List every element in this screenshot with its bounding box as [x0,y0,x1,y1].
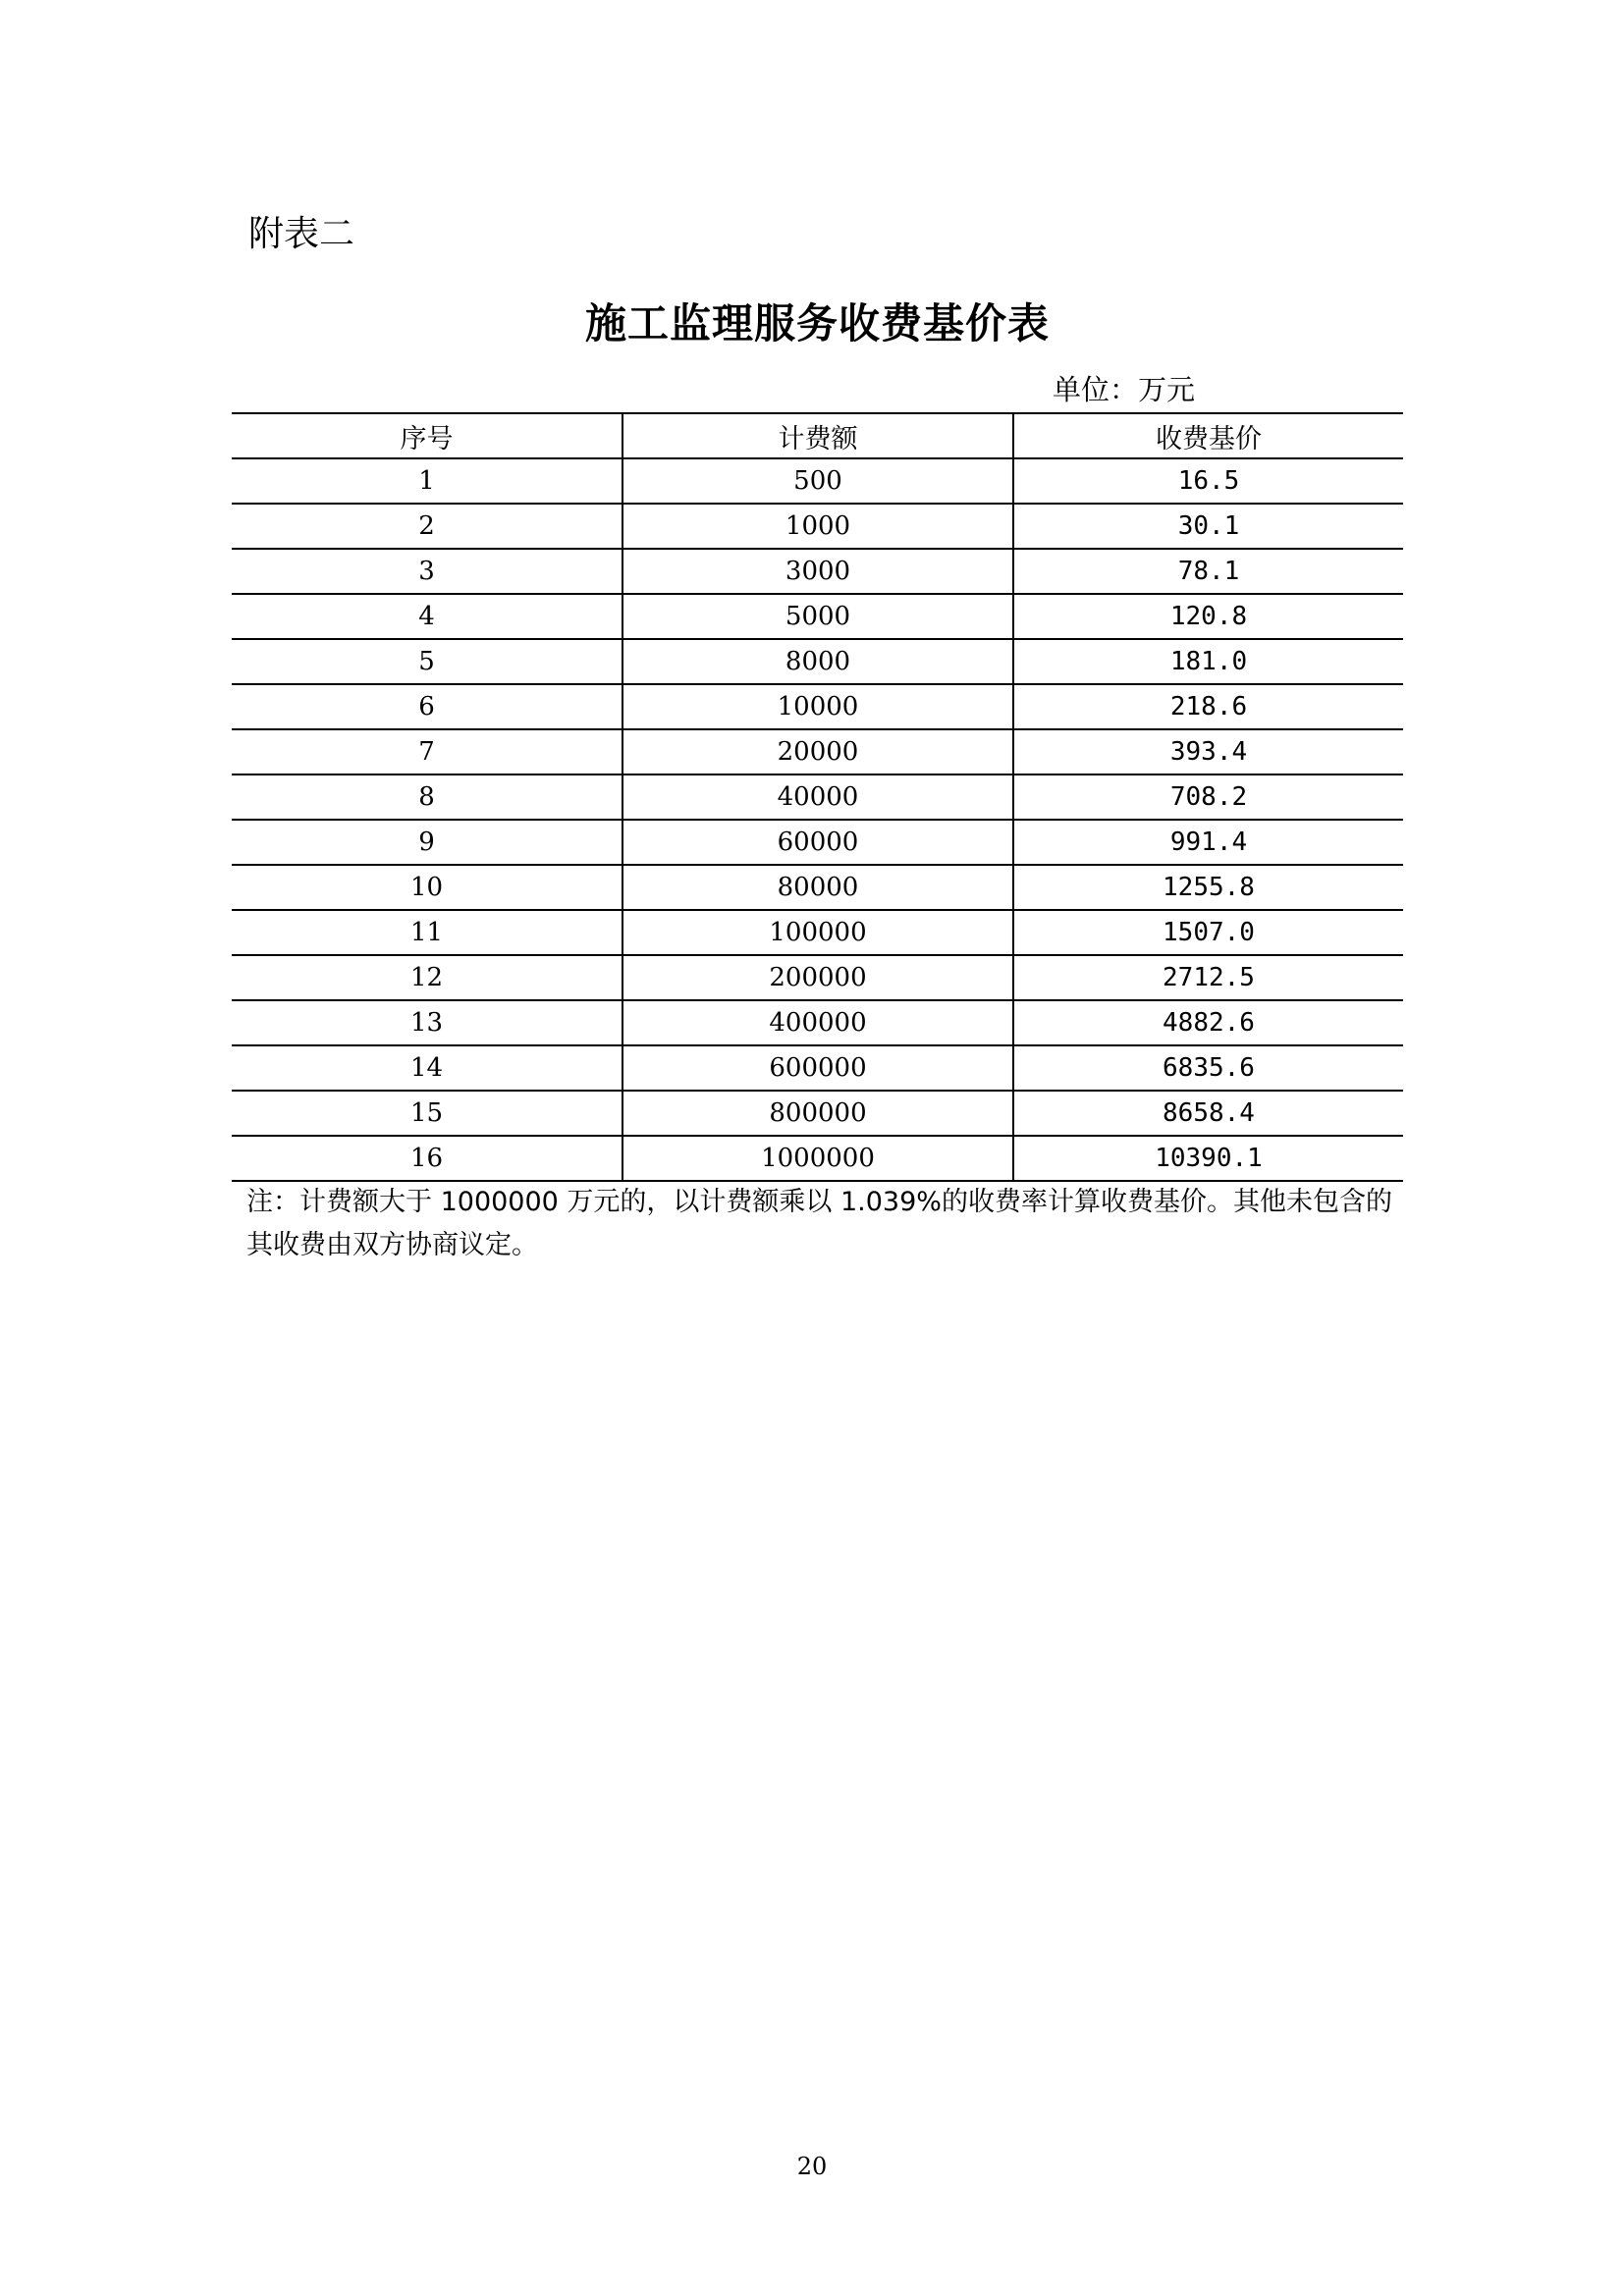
cell-base-price: 6835.6 [1013,1045,1403,1091]
cell-fee-amount: 500 [623,458,1013,504]
cell-fee-amount: 40000 [623,774,1013,820]
cell-fee-amount: 100000 [623,910,1013,955]
cell-base-price: 991.4 [1013,820,1403,865]
cell-fee-amount: 8000 [623,639,1013,684]
cell-fee-amount: 400000 [623,1000,1013,1045]
cell-fee-amount: 1000000 [623,1136,1013,1181]
cell-fee-amount: 200000 [623,955,1013,1000]
cell-base-price: 4882.6 [1013,1000,1403,1045]
table-row [232,1000,1403,1045]
cell-index: 10 [232,865,623,910]
table-row [232,504,1403,549]
cell-base-price: 393.4 [1013,729,1403,774]
cell-fee-amount: 10000 [623,684,1013,729]
cell-index: 5 [232,639,623,684]
page-number: 20 [796,2153,828,2180]
table-row [232,684,1403,729]
table-row [232,910,1403,955]
table-row [232,820,1403,865]
cell-fee-amount: 60000 [623,820,1013,865]
cell-base-price: 10390.1 [1013,1136,1403,1181]
cell-index: 3 [232,549,623,594]
cell-base-price: 708.2 [1013,774,1403,820]
table-row [232,1091,1403,1136]
appendix-label: 附表二 [248,214,355,254]
cell-fee-amount: 1000 [623,504,1013,549]
cell-index: 11 [232,910,623,955]
cell-base-price: 30.1 [1013,504,1403,549]
cell-index: 9 [232,820,623,865]
table-title: 施工监理服务收费基价表 [584,299,1050,347]
cell-index: 1 [232,458,623,504]
header-base-price: 收费基价 [1013,413,1403,458]
table-row [232,1136,1403,1181]
cell-fee-amount: 5000 [623,594,1013,639]
table-row [232,865,1403,910]
unit-label: 单位：万元 [1053,373,1196,406]
cell-index: 8 [232,774,623,820]
cell-index: 13 [232,1000,623,1045]
cell-index: 7 [232,729,623,774]
table-note: 注：计费额大于 1000000 万元的，以计费额乘以 1.039%的收费率计算收费基价。其他未包含的其收费由双方协商议定。 [246,1187,1392,1260]
table-row [232,458,1403,504]
cell-base-price: 16.5 [1013,458,1403,504]
cell-fee-amount: 600000 [623,1045,1013,1091]
fee-table [232,412,1403,1182]
cell-fee-amount: 3000 [623,549,1013,594]
table-row [232,1045,1403,1091]
cell-fee-amount: 80000 [623,865,1013,910]
cell-base-price: 218.6 [1013,684,1403,729]
cell-base-price: 181.0 [1013,639,1403,684]
cell-fee-amount: 20000 [623,729,1013,774]
cell-base-price: 78.1 [1013,549,1403,594]
cell-index: 14 [232,1045,623,1091]
cell-base-price: 1255.8 [1013,865,1403,910]
cell-index: 2 [232,504,623,549]
table-row [232,639,1403,684]
table-body [232,458,1403,1181]
cell-base-price: 8658.4 [1013,1091,1403,1136]
cell-index: 12 [232,955,623,1000]
cell-index: 6 [232,684,623,729]
header-fee-amount: 计费额 [623,413,1013,458]
header-index: 序号 [232,413,623,458]
cell-base-price: 2712.5 [1013,955,1403,1000]
table-row [232,774,1403,820]
cell-index: 16 [232,1136,623,1181]
cell-index: 4 [232,594,623,639]
cell-base-price: 120.8 [1013,594,1403,639]
table-row [232,549,1403,594]
cell-fee-amount: 800000 [623,1091,1013,1136]
table-row [232,955,1403,1000]
cell-base-price: 1507.0 [1013,910,1403,955]
table-row [232,729,1403,774]
cell-index: 15 [232,1091,623,1136]
table-header-row [232,413,1403,458]
table-row [232,594,1403,639]
